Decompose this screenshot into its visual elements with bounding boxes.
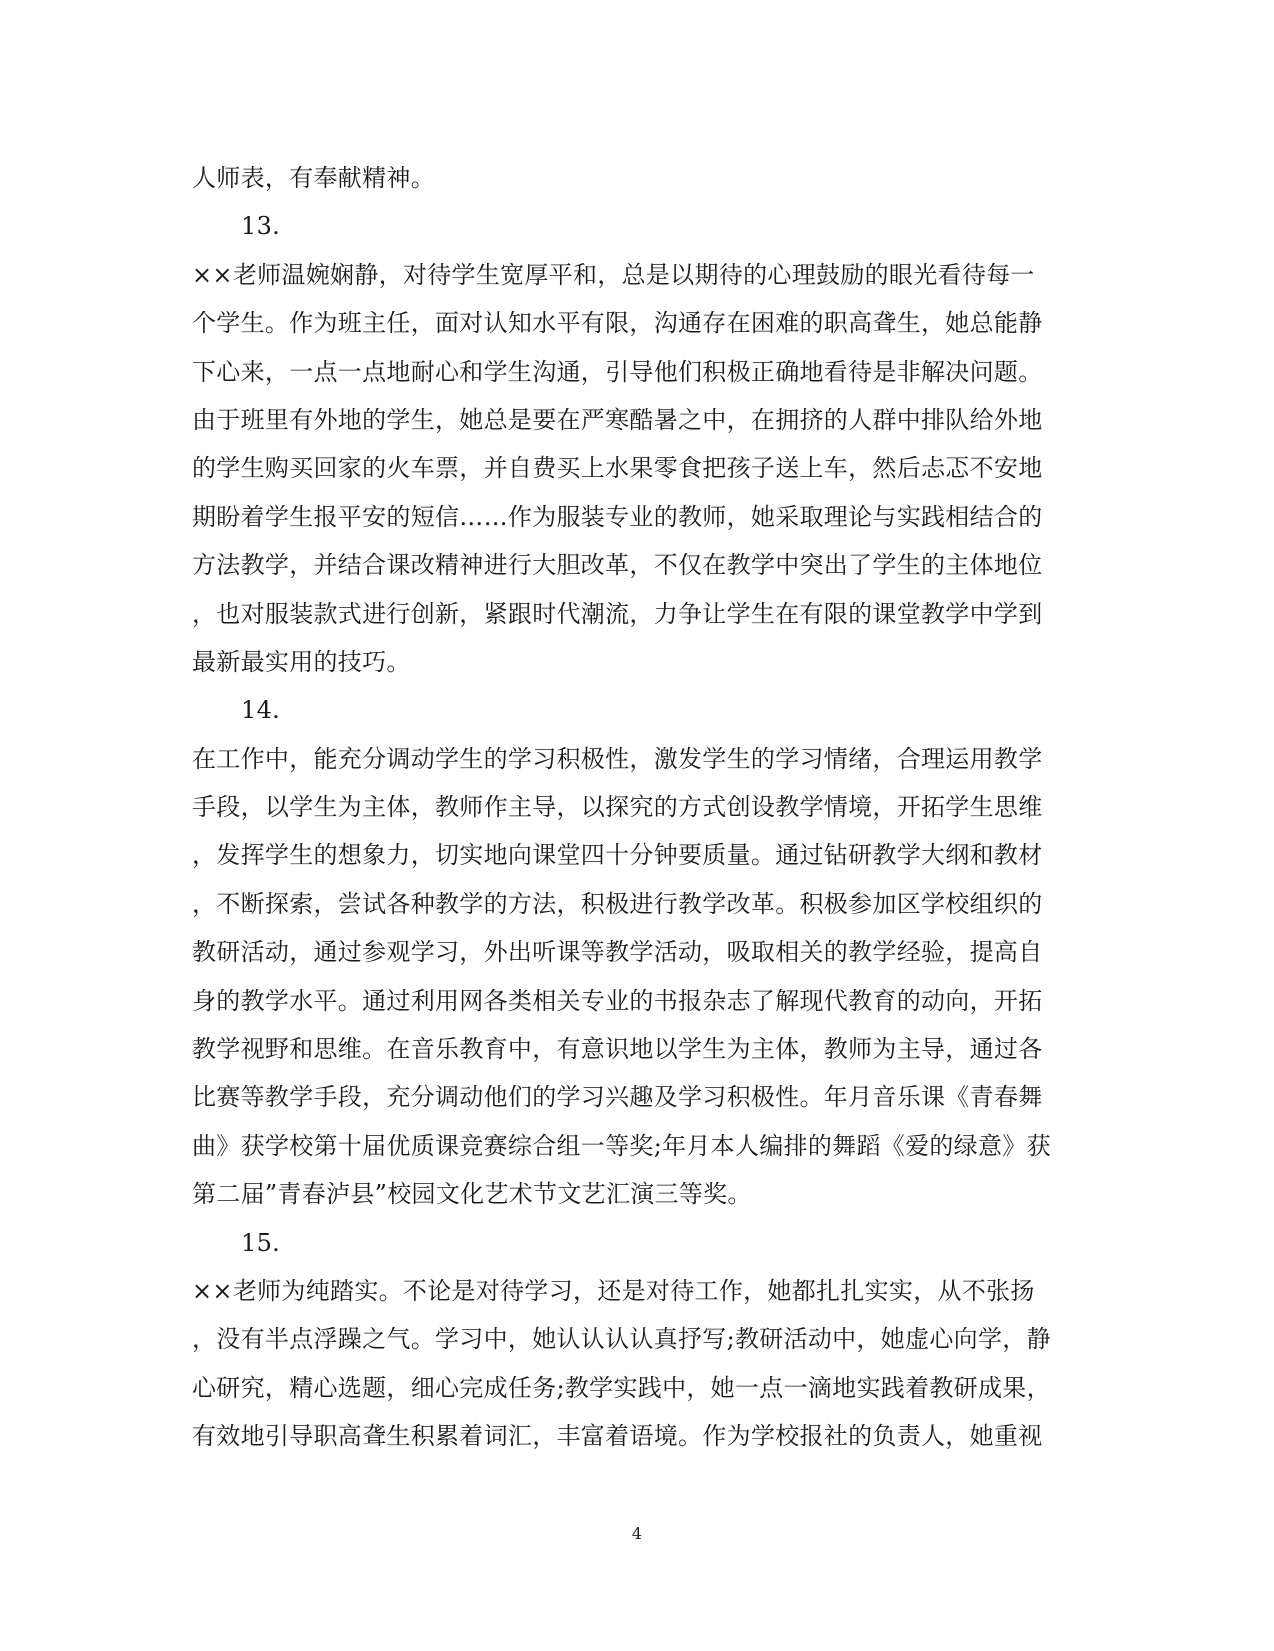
text-line: 教学视野和思维。在音乐教育中，有意识地以学生为主体，教师为主导，通过各	[192, 1035, 1043, 1064]
text-line: 第二届”青春泸县”校园文化艺术节文艺汇演三等奖。	[192, 1180, 752, 1209]
paragraph	[192, 251, 1082, 687]
paragraph	[192, 1267, 1082, 1461]
text-line: 下心来，一点一点地耐心和学生沟通，引导他们积极正确地看待是非解决问题。	[192, 357, 1043, 386]
text-line: 教研活动，通过参观学习，外出听课等教学活动，吸取相关的教学经验，提高自	[192, 938, 1043, 967]
text-line: ，没有半点浮躁之气。学习中，她认认认认真抒写;教研活动中，她虚心向学，静	[192, 1325, 1051, 1354]
document-body	[192, 154, 1082, 1461]
text-line: 的学生购买回家的火车票，并自费买上水果零食把孩子送上车，然后忐忑不安地	[192, 454, 1043, 483]
text-line: 手段，以学生为主体，教师作主导，以探究的方式创设教学情境，开拓学生思维	[192, 793, 1043, 822]
text-line: 身的教学水平。通过利用网各类相关专业的书报杂志了解现代教育的动向，开拓	[192, 986, 1043, 1015]
text-line: ，不断探索，尝试各种教学的方法，积极进行教学改革。积极参加区学校组织的	[192, 889, 1043, 918]
text-line: ××老师为纯踏实。不论是对待学习，还是对待工作，她都扎扎实实，从不张扬	[192, 1276, 1035, 1305]
text-line: ，发挥学生的想象力，切实地向课堂四十分钟要质量。通过钻研教学大纲和教材	[192, 841, 1043, 870]
paragraph	[192, 735, 1082, 1219]
text-line: 心研究，精心选题，细心完成任务;教学实践中，她一点一滴地实践着教研成果，	[192, 1373, 1051, 1402]
text-line: 由于班里有外地的学生，她总是要在严寒酷暑之中，在拥挤的人群中排队给外地	[192, 405, 1043, 434]
page-number: 4	[631, 1524, 643, 1543]
item-number: 13.	[241, 212, 281, 241]
text-line: 人师表，有奉献精神。	[192, 164, 435, 192]
item-number: 15.	[241, 1228, 281, 1257]
text-line: ，也对服装款式进行创新，紧跟时代潮流，力争让学生在有限的课堂教学中学到	[192, 599, 1043, 628]
paragraph	[192, 154, 1082, 202]
text-line: 曲》获学校第十届优质课竞赛综合组一等奖;年月本人编排的舞蹈《爱的绿意》获	[192, 1131, 1051, 1160]
text-line: 在工作中，能充分调动学生的学习积极性，激发学生的学习情绪，合理运用教学	[192, 744, 1043, 773]
text-line: ××老师温婉娴静，对待学生宽厚平和，总是以期待的心理鼓励的眼光看待每一	[192, 260, 1035, 289]
item-number: 14.	[241, 696, 281, 725]
text-line: 期盼着学生报平安的短信……作为服装专业的教师，她采取理论与实践相结合的	[192, 502, 1043, 531]
text-line: 有效地引导职高聋生积累着词汇，丰富着语境。作为学校报社的负责人，她重视	[192, 1422, 1043, 1451]
text-line: 方法教学，并结合课改精神进行大胆改革，不仅在教学中突出了学生的主体地位	[192, 551, 1043, 580]
text-line: 比赛等教学手段，充分调动他们的学习兴趣及学习积极性。年月音乐课《青春舞	[192, 1083, 1043, 1112]
text-line: 最新最实用的技巧。	[192, 647, 411, 676]
text-line: 个学生。作为班主任，面对认知水平有限，沟通存在困难的职高聋生，她总能静	[192, 309, 1043, 338]
